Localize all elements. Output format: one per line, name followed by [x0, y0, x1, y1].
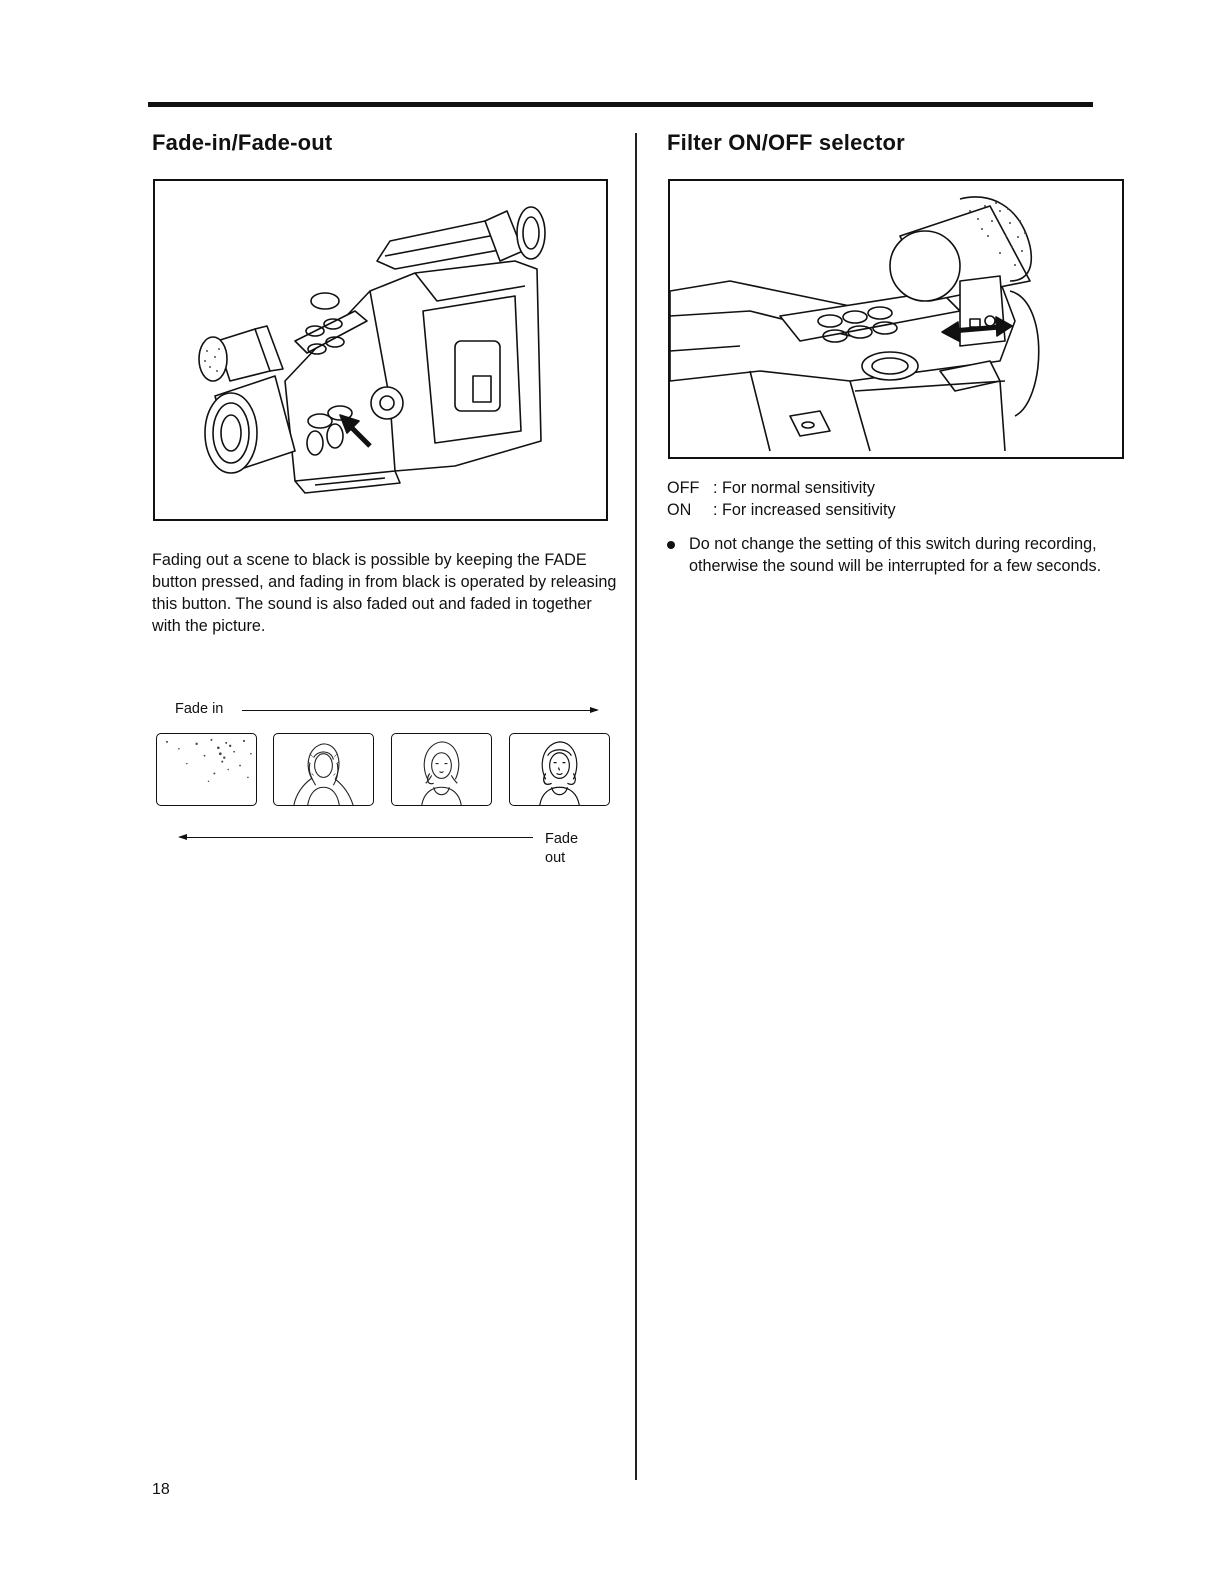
frame-full	[509, 733, 610, 806]
frame-black	[156, 733, 257, 806]
fade-out-arrow	[180, 837, 533, 838]
frame-dim	[273, 733, 374, 806]
setting-on	[667, 499, 896, 521]
setting-off-key: OFF	[667, 479, 700, 497]
frame-medium	[391, 733, 492, 806]
top-rule	[148, 102, 1093, 107]
filter-note-text: Do not change the setting of this switch during recording, otherwise the sound will be interrupted for a few seconds.	[689, 535, 1102, 575]
column-divider	[635, 133, 637, 1480]
page-number: 18	[152, 1481, 170, 1498]
fade-in-arrow	[242, 710, 597, 711]
camcorder-fade-illustration	[153, 179, 608, 521]
fade-section-heading: Fade-in/Fade-out	[152, 130, 333, 155]
setting-on-key: ON	[667, 501, 692, 519]
filter-section-heading: Filter ON/OFF selector	[667, 130, 905, 155]
setting-off	[667, 477, 875, 499]
fade-in-label: Fade in	[175, 701, 224, 717]
setting-off-desc: : For normal sensitivity	[713, 479, 875, 497]
fade-out-label: Fade out	[545, 831, 579, 866]
filter-selector-illustration	[668, 179, 1124, 459]
setting-on-desc: : For increased sensitivity	[713, 501, 896, 519]
fade-description: Fading out a scene to black is possible by keeping the FADE button pressed, and fading in from black is operated by releasing this button. The sound is also faded out and faded in together with the picture.	[152, 551, 617, 635]
bullet-icon	[667, 541, 675, 549]
filter-note	[667, 533, 1112, 577]
